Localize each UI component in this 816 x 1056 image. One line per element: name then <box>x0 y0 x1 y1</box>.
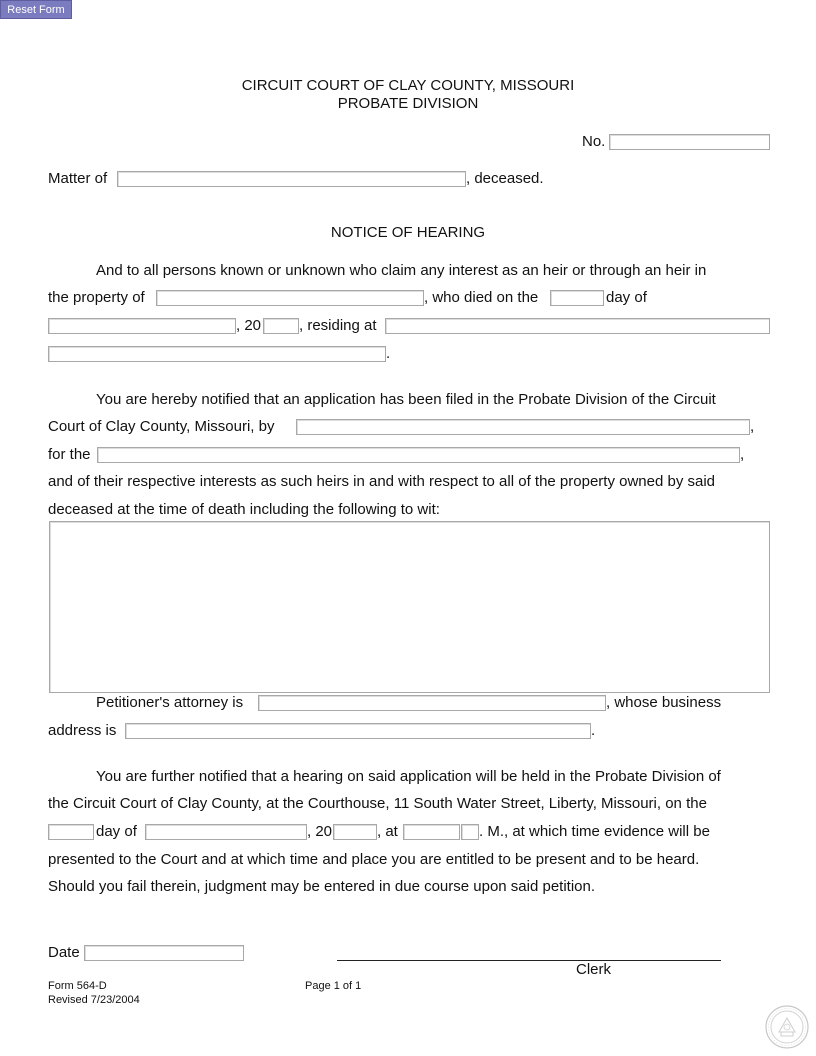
notice-title: NOTICE OF HEARING <box>330 224 486 241</box>
hearing-m-text: . M., at which time evidence will be <box>479 823 710 840</box>
comma-label-2: , <box>740 446 745 463</box>
death-year-field[interactable] <box>263 318 299 334</box>
for-the-label: for the <box>48 446 91 463</box>
revised-date: Revised 7/23/2004 <box>48 994 140 1006</box>
hearing-month-field[interactable] <box>145 824 307 840</box>
attorney-address-field[interactable] <box>125 723 591 739</box>
residence-field-2[interactable] <box>48 346 386 362</box>
p3-line4: presented to the Court and at which time and place you are entitled to be present and to be heard. <box>48 851 700 868</box>
clerk-signature-line <box>337 960 721 961</box>
p3-line1: You are further notified that a hearing on said application will be held in the Probate Division of <box>96 768 721 785</box>
clerk-label: Clerk <box>576 961 612 978</box>
p3-line2: the Circuit Court of Clay County, at the Courthouse, 11 South Water Street, Liberty, Missouri, on the <box>48 795 707 812</box>
division-name: PROBATE DIVISION <box>337 95 479 112</box>
hearing-time-field[interactable] <box>403 824 460 840</box>
residing-at-label: , residing at <box>299 317 377 334</box>
court-seal-icon <box>764 1004 810 1050</box>
who-died-label: , who died on the <box>424 289 539 306</box>
day-of-label: day of <box>606 289 647 306</box>
comma-label: , <box>750 418 755 435</box>
p2-line4: and of their respective interests as such heirs in and with respect to all of the property owned by said <box>48 473 716 490</box>
hearing-comma-20-label: , 20 <box>307 823 333 840</box>
hearing-day-field[interactable] <box>48 824 94 840</box>
p1-line1: And to all persons known or unknown who claim any interest as an heir or through an heir in <box>96 262 707 279</box>
p2-line1: You are hereby notified that an application has been filed in the Probate Division of the Circuit <box>96 391 716 408</box>
form-number: Form 564-D <box>48 980 107 992</box>
hearing-at-label: , at <box>377 823 398 840</box>
p2-line5: deceased at the time of death including the following to wit: <box>48 501 440 518</box>
decedent-name-field[interactable] <box>117 171 466 187</box>
hearing-ampm-field[interactable] <box>461 824 479 840</box>
applicant-field[interactable] <box>296 419 750 435</box>
attorney-label: Petitioner's attorney is <box>96 694 244 711</box>
matter-of-label: Matter of <box>48 170 108 187</box>
residence-field-1[interactable] <box>385 318 770 334</box>
reset-form-button[interactable]: Reset Form <box>0 0 72 19</box>
p3-line5: Should you fail therein, judgment may be entered in due course upon said petition. <box>48 878 596 895</box>
whose-business-label: , whose business <box>606 694 722 711</box>
property-description-textarea[interactable] <box>49 521 770 693</box>
death-month-field[interactable] <box>48 318 236 334</box>
date-label: Date <box>48 944 80 961</box>
property-of-field[interactable] <box>156 290 424 306</box>
deceased-label: , deceased. <box>466 170 544 187</box>
comma-20-label: , 20 <box>236 317 262 334</box>
death-day-field[interactable] <box>550 290 604 306</box>
court-name: CIRCUIT COURT OF CLAY COUNTY, MISSOURI <box>241 77 575 94</box>
period-2: . <box>591 722 596 739</box>
hearing-year-field[interactable] <box>333 824 377 840</box>
period-1: . <box>386 345 391 362</box>
page-number: Page 1 of 1 <box>305 980 362 992</box>
attorney-name-field[interactable] <box>258 695 606 711</box>
p2-line2: Court of Clay County, Missouri, by <box>48 418 275 435</box>
case-no-field[interactable] <box>609 134 770 150</box>
case-no-label: No. <box>582 133 606 150</box>
hearing-day-of-label: day of <box>96 823 137 840</box>
address-is-label: address is <box>48 722 117 739</box>
purpose-field[interactable] <box>97 447 740 463</box>
date-field[interactable] <box>84 945 244 961</box>
property-of-label: the property of <box>48 289 145 306</box>
